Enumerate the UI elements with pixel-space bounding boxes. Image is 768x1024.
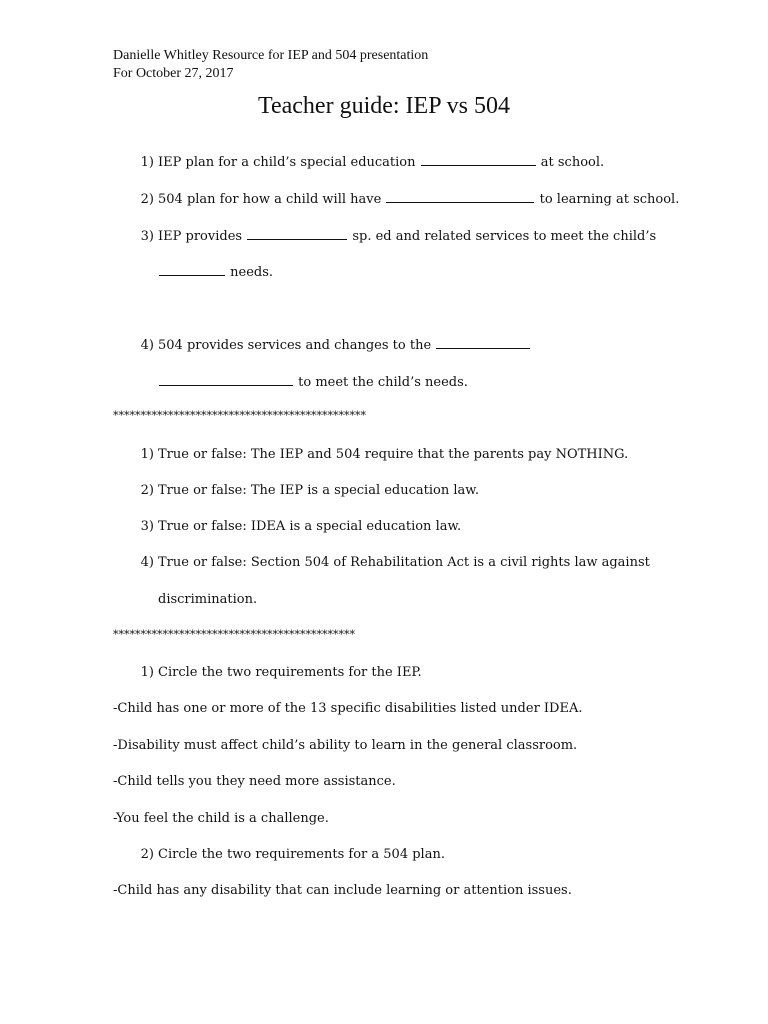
option-line[interactable]: -Child has one or more of the 13 specific disabilities listed under IDEA. xyxy=(113,701,583,716)
item-number: 2) xyxy=(140,483,154,498)
item-text xyxy=(158,155,604,170)
item-text-after: sp. ed and related services to meet the child’s xyxy=(352,229,657,244)
item-text-before: 504 provides services and changes to the xyxy=(158,338,432,353)
blank-line[interactable] xyxy=(436,338,530,349)
page-title: Teacher guide: IEP vs 504 xyxy=(257,93,511,119)
separator-stars: ********************************************** xyxy=(113,409,366,422)
item-text: Circle the two requirements for a 504 plan. xyxy=(158,847,445,862)
item-text: True or false: IDEA is a special education law. xyxy=(158,519,462,534)
separator-stars: ******************************************** xyxy=(113,628,355,641)
item-number: 1) xyxy=(140,665,154,680)
item-text-before: IEP plan for a child’s special education xyxy=(158,155,416,170)
item-number: 4) xyxy=(140,555,154,570)
item-number: 3) xyxy=(140,519,154,534)
item-text-before: 504 plan for how a child will have xyxy=(158,192,382,207)
blank-line[interactable] xyxy=(247,229,347,240)
option-line[interactable]: -Child has any disability that can include learning or attention issues. xyxy=(113,883,572,898)
option-line[interactable]: -You feel the child is a challenge. xyxy=(113,811,329,826)
item-text-after: at school. xyxy=(540,155,605,170)
item-text xyxy=(158,192,679,207)
blank-line[interactable] xyxy=(386,192,534,203)
option-line[interactable]: -Disability must affect child’s ability to learn in the general classroom. xyxy=(113,738,578,753)
blank-line[interactable] xyxy=(159,375,293,386)
item-number: 4) xyxy=(140,338,154,353)
blank-line[interactable] xyxy=(159,265,225,276)
item-number: 2) xyxy=(140,847,154,862)
list-item-continuation: discrimination. xyxy=(158,592,258,607)
item-text: True or false: The IEP and 504 require that the parents pay NOTHING. xyxy=(158,447,629,462)
header-author-line: Danielle Whitley Resource for IEP and 504 presentation xyxy=(113,48,429,63)
item-text: Circle the two requirements for the IEP. xyxy=(158,665,422,680)
item-number: 1) xyxy=(140,447,154,462)
item-text-cont: needs. xyxy=(230,265,274,280)
item-text-before: IEP provides xyxy=(158,229,243,244)
item-number: 2) xyxy=(140,192,154,207)
option-line[interactable]: -Child tells you they need more assistance. xyxy=(113,774,396,789)
blank-line[interactable] xyxy=(421,155,536,166)
item-number: 1) xyxy=(140,155,154,170)
item-text xyxy=(158,338,531,353)
item-text-cont: to meet the child’s needs. xyxy=(298,375,468,390)
list-item-continuation xyxy=(158,375,468,390)
header-date-line: For October 27, 2017 xyxy=(113,66,234,81)
item-text: True or false: The IEP is a special education law. xyxy=(158,483,479,498)
item-text xyxy=(158,229,656,244)
item-number: 3) xyxy=(140,229,154,244)
list-item-continuation xyxy=(158,265,273,280)
item-text-after: to learning at school. xyxy=(539,192,680,207)
item-text: True or false: Section 504 of Rehabilitation Act is a civil rights law against xyxy=(158,555,650,570)
